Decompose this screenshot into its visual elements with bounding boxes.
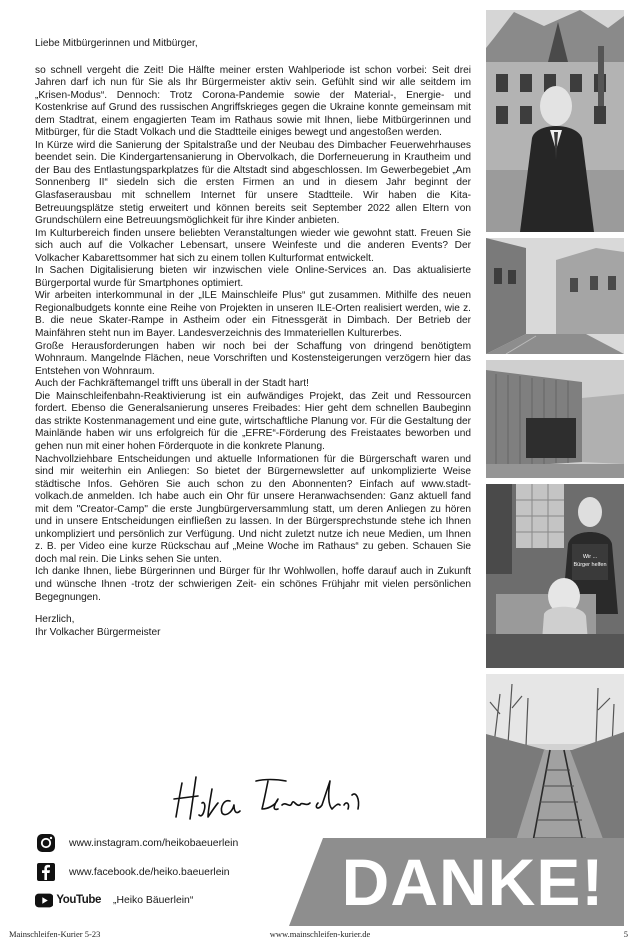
youtube-row[interactable] bbox=[35, 889, 193, 911]
letter-body bbox=[35, 38, 471, 639]
instagram-icon bbox=[35, 832, 57, 854]
paragraph-7: Auch der Fachkräftemangel trifft uns überall in der Stadt hart! bbox=[35, 378, 309, 390]
page-number: 5 bbox=[623, 929, 628, 939]
paragraph-8: Die Mainschleifenbahn-Reaktivierung ist ein aufwändiges Projekt, das Zeit und Ressourcen fordert. Ebenso die Generalsanierung unseres Freibades: Hier geht dem schnellen Baubeginn das strikte Kostenmanagement und eine gute, wirtschaftliche Planung vor. Für die Gestaltung der Mainlände haben wir uns erfolgreich für die „EFRE“-Förderung des Freistaates beworben und gehen nun mit einer hohen Förderquote in die konkrete Planung. bbox=[35, 390, 471, 452]
instagram-row[interactable] bbox=[35, 832, 238, 854]
youtube-channel-link[interactable]: „Heiko Bäuerlein“ bbox=[113, 894, 194, 906]
street-photo bbox=[486, 238, 624, 354]
paragraph-10: Ich danke Ihnen, liebe Bürgerinnen und Bürger für Ihr Wohlwollen, hoffe darauf auch in Zukunft und wünsche Ihnen -trotz der schwierigen Zeit- ein schönes Frühjahr mit vielen persönlichen Begegnungen. bbox=[35, 566, 471, 603]
signature bbox=[168, 765, 368, 825]
footer bbox=[0, 926, 640, 944]
youtube-logo bbox=[35, 893, 101, 908]
facebook-row[interactable] bbox=[35, 861, 230, 883]
paragraph-5: Wir arbeiten interkommunal in der „ILE Mainschleife Plus“ gut zusammen. Mithilfe des neuen Regionalbudgets konnte eine Reihe von Projekten in unseren ILE-Orten realisiert werden, wie z. B. die neue Skater-Rampe in Astheim oder ein Fitnessgerät in Dimbach. Der Betrieb der Mainfähren steht nun im Bayer. Landesverzeichnis des Immateriellen Kulturerbes. bbox=[35, 290, 471, 340]
mayor-with-child-photo bbox=[486, 484, 624, 668]
facebook-icon bbox=[35, 861, 57, 883]
apron-text: Wir ... bbox=[582, 554, 598, 560]
spacer bbox=[35, 604, 471, 614]
paragraph-1: so schnell vergeht die Zeit! Die Hälfte meiner ersten Wahlperiode ist schon vorbei: Seit drei Jahren darf ich nun für Sie als Ihr Bürgermeister aktiv sein. Gefühlt sind wir alle seitdem im „Krisen-Modus“. Dennoch: Trotz Corona-Pandemie sowie der Material-, Energie- und Kostenkrise auf Grund des russischen Angriffskrieges gegen die Ukraine konnte gemeinsam mit dem Stadtrat, einem engagierten Team im Rathaus sowie mit Ihnen, liebe Mitbürgerinnen und Mitbürger, für die Stadt Volkach und die Stadtteile einiges bewegt und angestoßen werden. bbox=[35, 64, 471, 139]
facebook-link[interactable]: www.facebook.de/heiko.baeuerlein bbox=[69, 866, 230, 878]
youtube-wordmark: YouTube bbox=[56, 894, 101, 906]
svg-text:Bürger helfen: Bürger helfen bbox=[573, 562, 607, 568]
danke-banner-text: DANKE! bbox=[341, 845, 605, 919]
salutation: Liebe Mitbürgerinnen und Mitbürger, bbox=[35, 38, 198, 49]
paragraph-9: Nachvollziehbare Entscheidungen und aktuelle Informationen für die Bürgerschaft waren und sind mir weiterhin ein Anliegen: So bietet der Bürgernewsletter auf unkomplizierte Weise städtische Infos. Gehören Sie auch schon zu den Abonnenten? Einfach auf www.stadt-volkach.de anmelden. Ich habe auch ein Ohr für unsere Heranwachsenden: Ganz aktuell fand mit dem "Creator-Camp" die erste Jungbürgerversammlung statt, um deren Anliegen zu hören und in unsere Entscheidungen einfließen zu lassen. In der Bürgersprechstunde stehe ich Ihnen unkompliziert und persönlich zur Verfügung. Und nicht zuletzt nutze ich neue Medien, um Ihnen z. B. per Video eine kurze Rückschau auf „Meine Woche im Rathaus“ zu geben. Schauen Sie doch mal rein. Die Links sehen Sie unten. bbox=[35, 453, 471, 565]
instagram-link[interactable]: www.instagram.com/heikobaeuerlein bbox=[69, 837, 239, 849]
closing-title: Ihr Volkacher Bürgermeister bbox=[35, 626, 161, 638]
paragraph-6: Große Herausforderungen haben wir noch bei der Schaffung von dringend benötigtem Wohnraum. Mangelnde Flächen, neue Vorschriften und Kostensteigerungen verzögern hier das Entstehen von Wohnraum. bbox=[35, 340, 471, 377]
footer-publication: Mainschleifen-Kurier 5-23 bbox=[9, 929, 101, 939]
building-photo bbox=[486, 360, 624, 478]
paragraph-4: In Sachen Digitalisierung bieten wir inzwischen viele Online-Services an. Das aktualisierte Bürgerportal wurde für Smartphones optimiert. bbox=[35, 265, 471, 289]
railway-photo bbox=[486, 674, 624, 847]
paragraph-3: Im Kulturbereich finden unsere beliebten Veranstaltungen wieder wie gewohnt statt. Freuen Sie sich auch auf die Volkacher Lebensart, unsere Weinfeste und die anderen Events? Der Volkacher Kabarettsommer hat sich zu einem tollen Kulturformat entwickelt. bbox=[35, 227, 471, 264]
youtube-icon bbox=[35, 893, 53, 908]
paragraph-2: In Kürze wird die Sanierung der Spitalstraße und der Neubau des Dimbacher Feuerwehrhauses beendet sein. Die Kindergartensanierung in Obervolkach, die Dorferneuerung in Krautheim und der Bau des Entlastungsparkplatzes für die Altstadt sind abgeschlossen. Im Gewerbegebiet „Am Sonnenberg II“ siedeln sich die ersten Firmen an und in diesem Jahr beginnt der Glasfaserausbau mit schnellem Internet für unsere Stadtteile. Wir haben die Kita-Betreuungsplätze stetig erweitert und können bereits seit September 2022 allen Eltern von Grundschülern eine Betreuungsmöglichkeit für ihre Kinder anbieten. bbox=[35, 139, 471, 227]
mayor-townhall-photo bbox=[486, 10, 624, 232]
closing-greeting: Herzlich, bbox=[35, 614, 75, 626]
footer-website[interactable]: www.mainschleifen-kurier.de bbox=[269, 929, 371, 939]
